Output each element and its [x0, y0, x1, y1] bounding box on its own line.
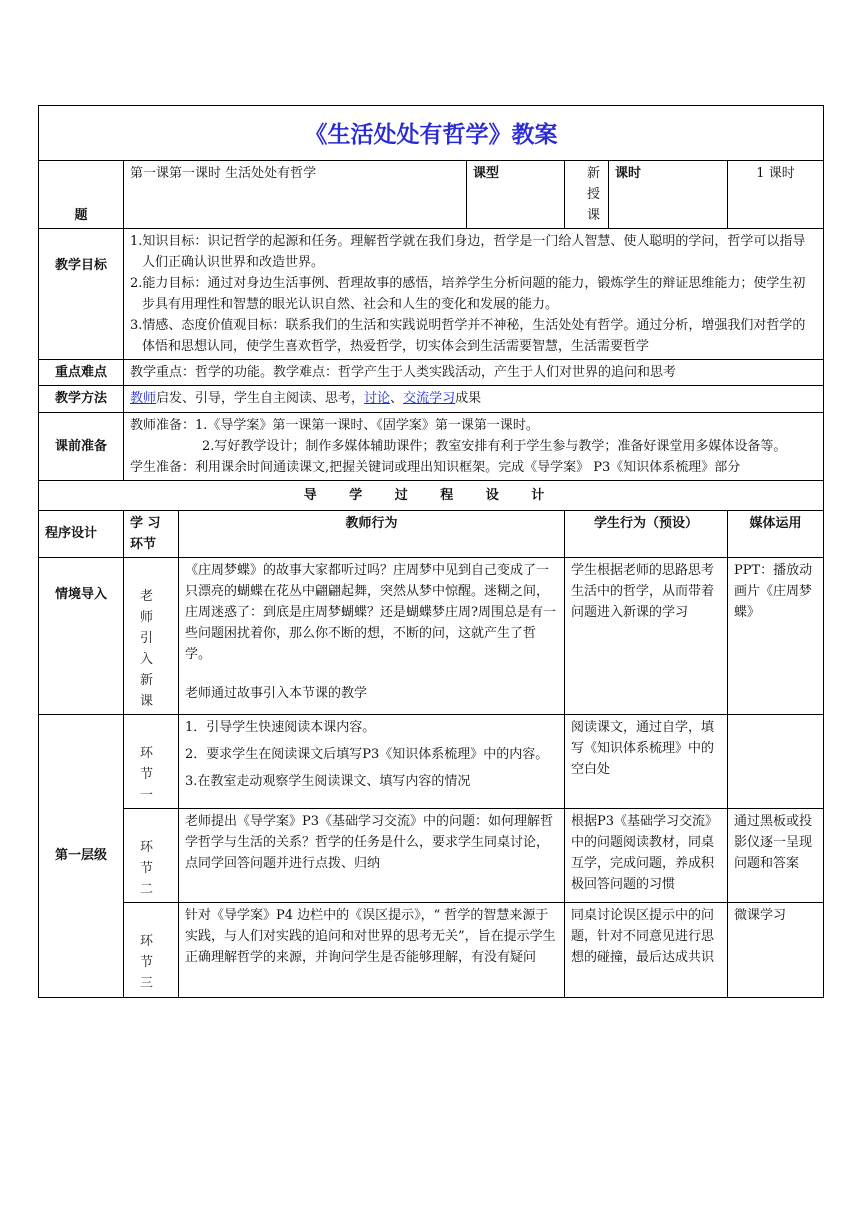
- methods-separator: 、: [390, 391, 404, 407]
- stage-header: 学 习 环节: [124, 510, 179, 557]
- intro-program: 情境导入: [39, 557, 124, 714]
- student-prep: 学生准备：利用课余时间通读课文,把握关键词或理出知识框架。完成《导学案》 P3《知识体系梳理》部分: [130, 459, 741, 475]
- info-row: [39, 161, 824, 229]
- prep-label: 课前准备: [39, 412, 124, 480]
- section-title: 导 学 过 程 设 计: [39, 480, 824, 510]
- intro-stage: 老 师 引 入 新课: [124, 557, 179, 714]
- teacher-prep-1: 教师准备：1.《导学案》第一课第一课时、《固学案》第一课第一课时。: [130, 417, 539, 433]
- intro-media: PPT：播放动画片《庄周梦蝶》: [728, 557, 824, 714]
- level1-step2-row: [39, 809, 824, 903]
- objective-item: 3.情感、态度价值观目标：联系我们的生活和实践说明哲学并不神秘，生活处处有哲学。通过分析，增强我们对哲学的体悟和思想认同，使学生喜欢哲学，热爱哲学，切实体会到生活需要智慧，生活需要哲学: [130, 318, 806, 355]
- hours-label: 课时: [609, 161, 728, 229]
- objective-item: 1.知识目标：识记哲学的起源和任务。理解哲学就在我们身边，哲学是一门给人智慧、使人聪明的学问，哲学可以指导人们正确认识世界和改造世界。: [130, 234, 806, 271]
- document-title: 《生活处处有哲学》教案: [39, 106, 824, 161]
- methods-text: 启发、引导，学生自主阅读、思考，: [156, 391, 365, 407]
- step3-stage: 环 节 三: [124, 903, 179, 997]
- intro-row: [39, 557, 824, 714]
- level1-step3-row: [39, 903, 824, 997]
- methods-label: 教学方法: [39, 386, 124, 412]
- step1-teacher: [179, 715, 565, 809]
- media-header: 媒体运用: [728, 510, 824, 557]
- intro-teacher: [179, 557, 565, 714]
- lesson-plan-table: [38, 105, 824, 998]
- topic-label: 题: [39, 161, 124, 229]
- teacher-link[interactable]: 教师: [130, 391, 157, 407]
- objective-item: 2.能力目标：通过对身边生活事例、哲理故事的感悟，培养学生分析问题的能力，锻炼学生的辩证思维能力；使学生初步具有用理性和智慧的眼光认识自然、社会和人生的变化和发展的能力。: [130, 276, 806, 313]
- step2-stage: 环 节 二: [124, 809, 179, 903]
- level1-program: 第一层级: [39, 715, 124, 997]
- objectives-content: [124, 229, 824, 360]
- step1-item: 2．要求学生在阅读课文后填写P3《知识体系梳理》中的内容。: [185, 747, 549, 763]
- methods-text-end: 成果: [455, 391, 482, 407]
- level1-step1-row: [39, 715, 824, 809]
- prep-content: [124, 412, 824, 480]
- methods-row: [39, 386, 824, 412]
- process-header-row: [39, 510, 824, 557]
- teacher-header: 教师行为: [179, 510, 565, 557]
- exchange-learning-link[interactable]: 交流学习: [403, 391, 456, 407]
- step2-student: 根据P3《基础学习交流》中的问题阅读教材，同桌互学，完成问题，养成积极回答问题的习惯: [565, 809, 728, 903]
- step3-student: 同桌讨论误区提示中的问题，针对不同意见进行思想的碰撞，最后达成共识: [565, 903, 728, 997]
- intro-teacher-end: 老师通过故事引入本节课的教学: [185, 686, 368, 702]
- step2-media: 通过黑板或投影仪逐一呈现问题和答案: [728, 809, 824, 903]
- topic-value: 第一课第一课时 生活处处有哲学: [124, 161, 467, 229]
- program-header: 程序设计: [39, 510, 124, 557]
- intro-story: 《庄周梦蝶》的故事大家都听过吗？庄周梦中见到自己变成了一只漂亮的蝴蝶在花丛中翩翩起舞，突然从梦中惊醒。迷糊之间，庄周迷惑了：到底是庄周梦蝴蝶？还是蝴蝶梦庄周?周围总是有一些问题困扰着你，那么你不断的想，不断的问，这就产生了哲学。: [185, 562, 556, 662]
- prep-row: [39, 412, 824, 480]
- title-row: [39, 106, 824, 161]
- step3-teacher: 针对《导学案》P4 边栏中的《误区提示》，“ 哲学的智慧来源于实践，与人们对实践的追问和对世界的思考无关”，旨在提示学生正确理解哲学的来源，并询问学生是否能够理解，有没有疑问: [179, 903, 565, 997]
- objectives-row: [39, 229, 824, 360]
- step1-student: 阅读课文，通过自学，填写《知识体系梳理》中的空白处: [565, 715, 728, 809]
- discussion-link[interactable]: 讨论: [364, 391, 391, 407]
- step3-media: 微课学习: [728, 903, 824, 997]
- teacher-prep-2: 2.写好教学设计；制作多媒体辅助课件；教室安排有利于学生参与教学；准备好课堂用多媒体设备等。: [202, 438, 787, 454]
- step1-item: 3.在教室走动观察学生阅读课文、填写内容的情况: [185, 774, 471, 790]
- type-value: 新授课: [565, 161, 609, 229]
- methods-content: [124, 386, 824, 412]
- step1-item: 1．引导学生快速阅读本课内容。: [185, 720, 376, 736]
- step2-teacher: 老师提出《导学案》P3《基础学习交流》中的问题：如何理解哲学哲学与生活的关系？哲学的任务是什么，要求学生同桌讨论，点同学回答问题并进行点拨、归纳: [179, 809, 565, 903]
- objectives-label: 教学目标: [39, 229, 124, 360]
- keypoints-row: [39, 360, 824, 386]
- type-label: 课型: [467, 161, 565, 229]
- hours-value: 1 课时: [728, 161, 824, 229]
- student-header: 学生行为（预设）: [565, 510, 728, 557]
- keypoints-content: 教学重点：哲学的功能。教学难点：哲学产生于人类实践活动，产生于人们对世界的追问和思考: [124, 360, 824, 386]
- step1-stage: 环 节 一: [124, 715, 179, 809]
- step1-media: [728, 715, 824, 809]
- keypoints-label: 重点难点: [39, 360, 124, 386]
- section-row: [39, 480, 824, 510]
- intro-student: 学生根据老师的思路思考生活中的哲学，从而带着问题进入新课的学习: [565, 557, 728, 714]
